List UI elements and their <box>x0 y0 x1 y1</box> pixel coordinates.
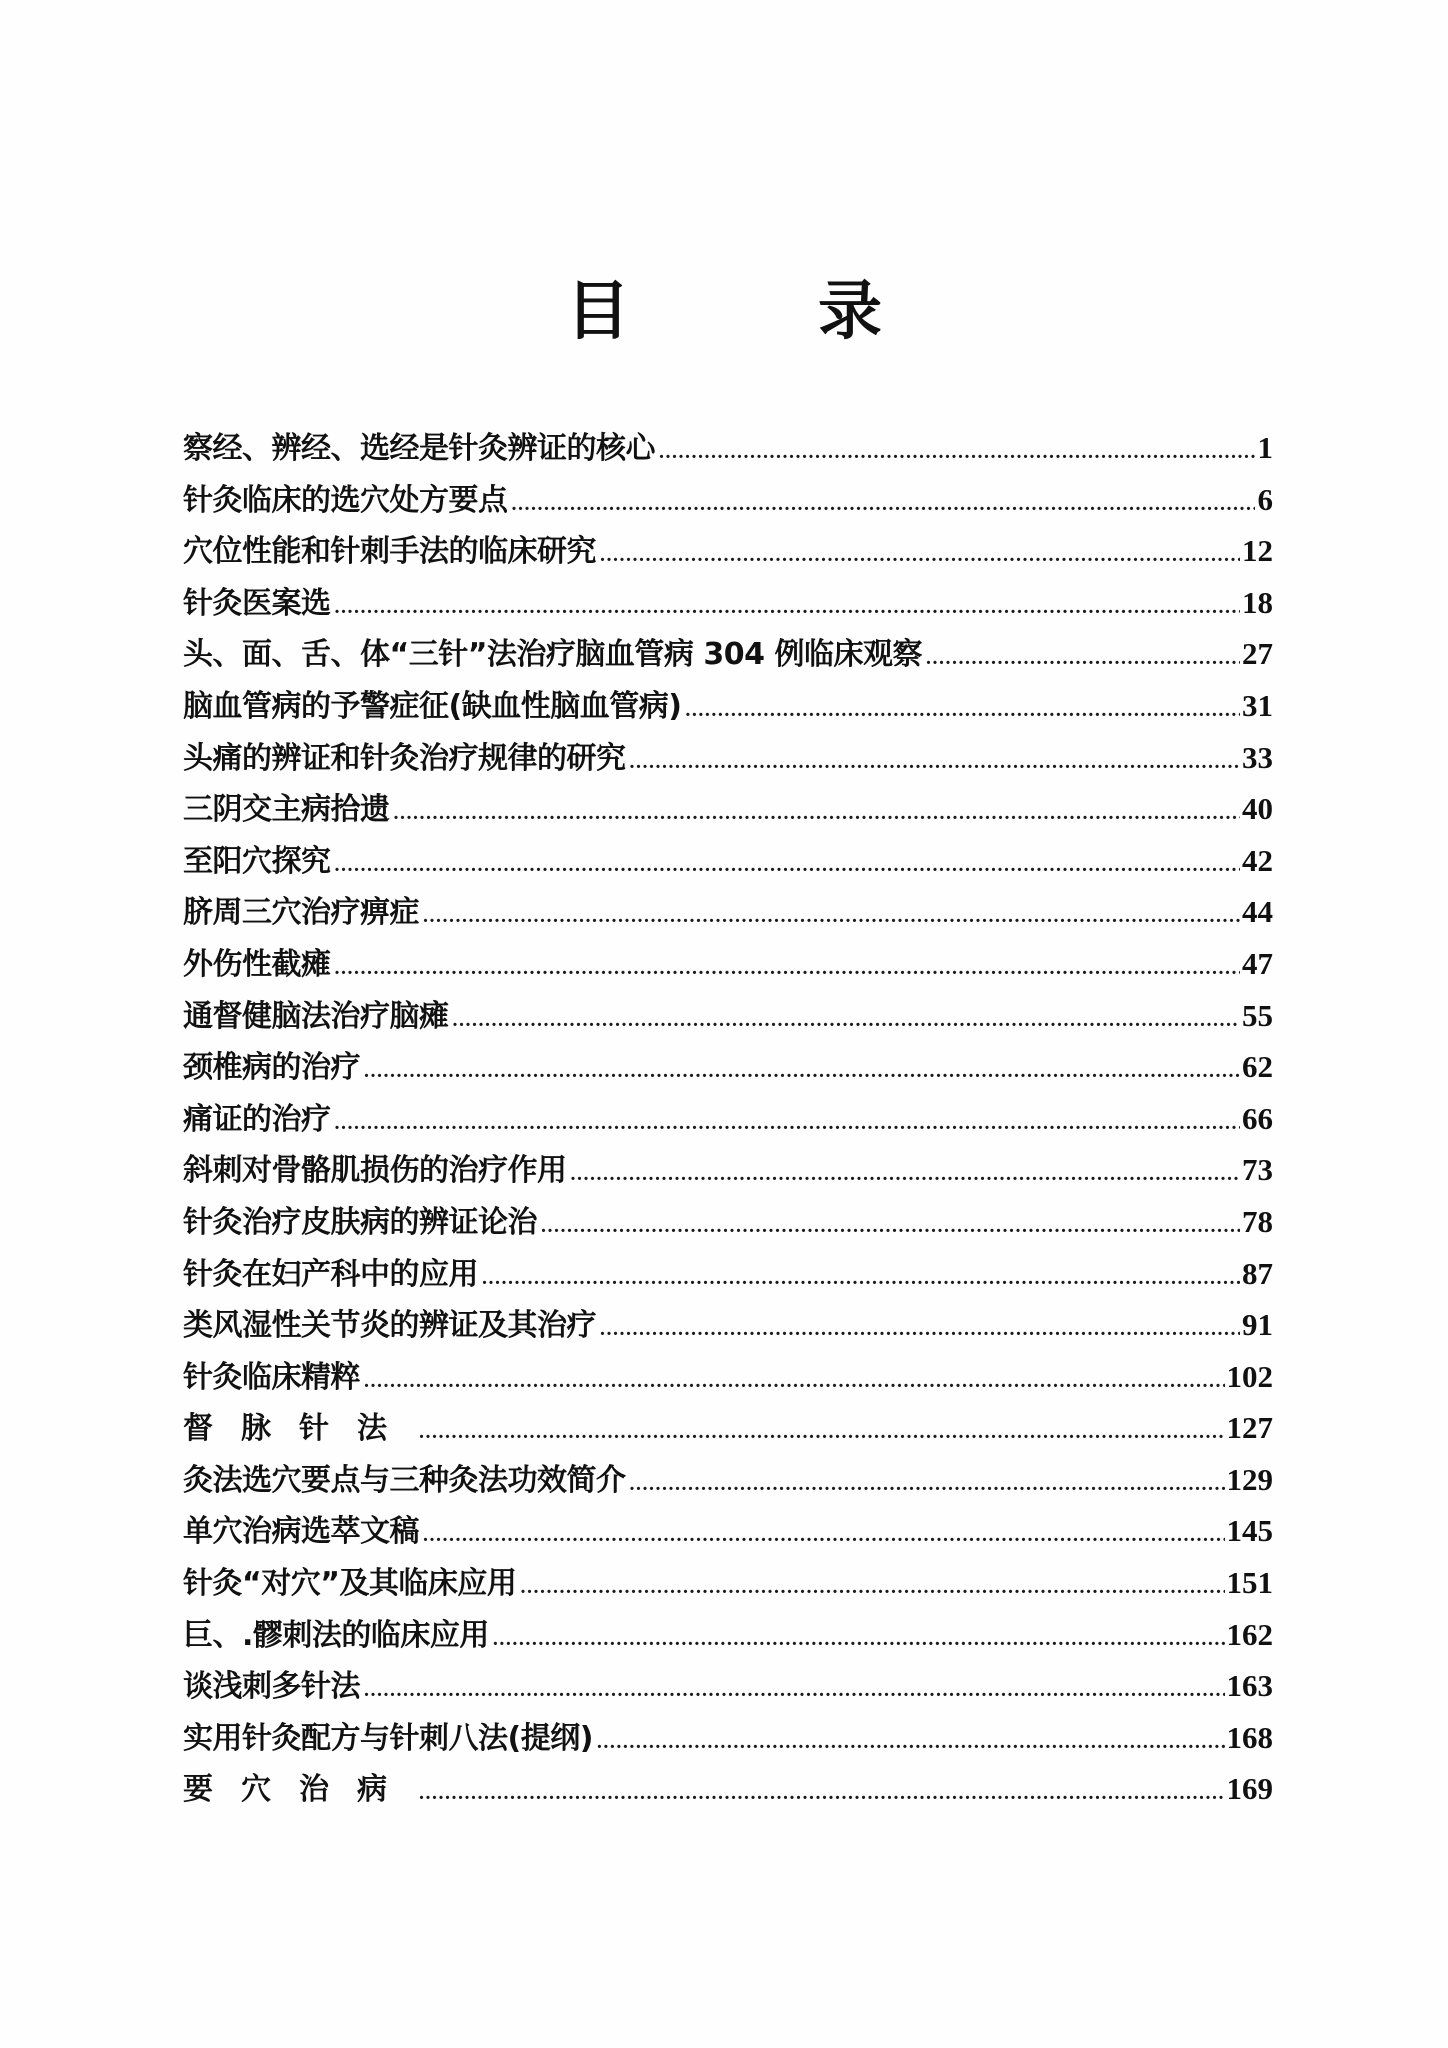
toc-entry-page: 78 <box>1242 1203 1273 1239</box>
toc-entry-title: 通督健脑法治疗脑瘫 <box>183 998 449 1034</box>
toc-entry-title: 颈椎病的治疗 <box>183 1050 360 1086</box>
toc-entry-title: 针灸治疗皮肤病的辨证论治 <box>183 1204 537 1240</box>
toc-entry[interactable] <box>183 837 1273 889</box>
toc-entry[interactable] <box>183 1456 1273 1508</box>
toc-entry-page: 87 <box>1242 1255 1273 1291</box>
dot-leader <box>482 1254 1240 1302</box>
dot-leader <box>597 1718 1225 1766</box>
toc-entry-title: 头痛的辨证和针灸治疗规律的研究 <box>183 740 626 776</box>
dot-leader <box>335 944 1241 992</box>
toc-entry-page: 27 <box>1242 636 1273 672</box>
toc-entry[interactable] <box>183 1146 1273 1198</box>
toc-entry[interactable] <box>183 579 1273 631</box>
toc-entry[interactable] <box>183 1611 1273 1663</box>
toc-entry-page: 40 <box>1242 791 1273 827</box>
dot-leader <box>630 738 1241 786</box>
dot-leader <box>419 1769 1225 1817</box>
toc-entry-title: 针灸临床的选穴处方要点 <box>183 482 508 518</box>
toc-entry-title: 灸法选穴要点与三种灸法功效简介 <box>183 1462 626 1498</box>
table-of-contents <box>183 424 1273 1817</box>
dot-leader <box>659 428 1255 476</box>
toc-entry[interactable] <box>183 1301 1273 1353</box>
toc-entry-page: 102 <box>1226 1358 1273 1394</box>
toc-entry-page: 129 <box>1226 1461 1273 1497</box>
toc-entry-page: 169 <box>1226 1771 1273 1807</box>
toc-entry-title: 察经、辨经、选经是针灸辨证的核心 <box>183 431 655 466</box>
toc-entry-page: 18 <box>1242 584 1273 620</box>
toc-entry-title: 至阳穴探究 <box>183 843 331 879</box>
toc-entry[interactable] <box>183 940 1273 992</box>
toc-entry-title: 穴位性能和针刺手法的临床研究 <box>183 534 596 570</box>
toc-entry-page: 145 <box>1226 1513 1273 1549</box>
dot-leader <box>600 1305 1240 1353</box>
toc-entry[interactable] <box>183 734 1273 786</box>
toc-entry-page: 6 <box>1257 481 1273 517</box>
dot-leader <box>453 996 1241 1044</box>
toc-entry-title: 类风湿性关节炎的辨证及其治疗 <box>183 1308 596 1344</box>
toc-entry-page: 168 <box>1226 1719 1273 1755</box>
toc-entry[interactable] <box>183 424 1273 476</box>
toc-entry-title: 实用针灸配方与针刺八法(提纲) <box>183 1720 593 1756</box>
toc-entry-page: 55 <box>1242 997 1273 1033</box>
toc-entry-title: 三阴交主病拾遗 <box>183 792 390 828</box>
toc-entry-page: 162 <box>1226 1616 1273 1652</box>
toc-entry-page: 73 <box>1242 1152 1273 1188</box>
toc-entry-page: 1 <box>1257 430 1273 465</box>
toc-entry[interactable] <box>183 888 1273 940</box>
toc-entry-title: 针灸医案选 <box>183 585 331 621</box>
toc-entry-page: 127 <box>1226 1410 1273 1446</box>
toc-entry-page: 44 <box>1242 894 1273 930</box>
toc-entry[interactable] <box>183 476 1273 528</box>
toc-entry-page: 62 <box>1242 1049 1273 1085</box>
dot-leader <box>571 1150 1241 1198</box>
dot-leader <box>364 1666 1225 1714</box>
dot-leader <box>423 892 1240 940</box>
toc-entry-title: 督脉针法 <box>183 1411 415 1447</box>
toc-entry[interactable] <box>183 1559 1273 1611</box>
page-title-char: 录 <box>818 275 882 349</box>
dot-leader <box>512 480 1256 528</box>
dot-leader <box>364 1047 1240 1095</box>
toc-entry[interactable] <box>183 1765 1273 1817</box>
dot-leader <box>541 1202 1240 1250</box>
toc-entry-title: 斜刺对骨骼肌损伤的治疗作用 <box>183 1153 567 1189</box>
toc-entry-title: 谈浅刺多针法 <box>183 1669 360 1705</box>
toc-entry-title: 脑血管病的予警症征(缺血性脑血管病) <box>183 688 682 724</box>
toc-entry-title: 针灸在妇产科中的应用 <box>183 1256 478 1292</box>
toc-entry-page: 66 <box>1242 1100 1273 1136</box>
toc-entry-page: 47 <box>1242 945 1273 981</box>
toc-entry-title: 单穴治病选萃文稿 <box>183 1514 419 1550</box>
toc-entry-page: 91 <box>1242 1307 1273 1343</box>
toc-entry-page: 31 <box>1242 687 1273 723</box>
toc-entry-title: 外伤性截瘫 <box>183 946 331 982</box>
toc-entry[interactable] <box>183 1353 1273 1405</box>
dot-leader <box>600 531 1240 579</box>
toc-entry[interactable] <box>183 1404 1273 1456</box>
toc-entry[interactable] <box>183 630 1273 682</box>
dot-leader <box>419 1408 1225 1456</box>
toc-entry[interactable] <box>183 1095 1273 1147</box>
dot-leader <box>335 841 1241 889</box>
toc-entry-page: 12 <box>1242 533 1273 569</box>
toc-entry-title: 脐周三穴治疗痹症 <box>183 895 419 931</box>
page-title <box>0 272 1448 352</box>
dot-leader <box>630 1460 1225 1508</box>
toc-entry[interactable] <box>183 1714 1273 1766</box>
toc-entry-title: 针灸“对穴”及其临床应用 <box>183 1566 517 1602</box>
dot-leader <box>335 583 1241 631</box>
dot-leader <box>364 1357 1225 1405</box>
dot-leader <box>926 634 1240 682</box>
dot-leader <box>423 1511 1225 1559</box>
toc-entry[interactable] <box>183 1662 1273 1714</box>
toc-entry[interactable] <box>183 527 1273 579</box>
toc-entry-page: 33 <box>1242 739 1273 775</box>
toc-entry[interactable] <box>183 785 1273 837</box>
toc-entry[interactable] <box>183 1043 1273 1095</box>
page-title-char: 目 <box>566 275 630 349</box>
toc-entry[interactable] <box>183 1507 1273 1559</box>
toc-entry-title: 痛证的治疗 <box>183 1101 331 1137</box>
toc-entry-title: 头、面、舌、体“三针”法治疗脑血管病 304 例临床观察 <box>183 637 922 673</box>
toc-entry-title: 针灸临床精粹 <box>183 1359 360 1395</box>
dot-leader <box>520 1563 1224 1611</box>
dot-leader <box>685 686 1240 734</box>
dot-leader <box>394 789 1241 837</box>
toc-entry[interactable] <box>183 1250 1273 1302</box>
toc-entry[interactable] <box>183 682 1273 734</box>
toc-entry-page: 42 <box>1242 842 1273 878</box>
toc-entry[interactable] <box>183 1198 1273 1250</box>
dot-leader <box>493 1615 1225 1663</box>
toc-entry-page: 151 <box>1226 1565 1273 1601</box>
toc-entry-page: 163 <box>1226 1668 1273 1704</box>
toc-entry-title: 巨、.髎刺法的临床应用 <box>183 1617 489 1653</box>
toc-entry[interactable] <box>183 992 1273 1044</box>
dot-leader <box>335 1099 1241 1147</box>
toc-entry-title: 要穴治病 <box>183 1772 415 1808</box>
